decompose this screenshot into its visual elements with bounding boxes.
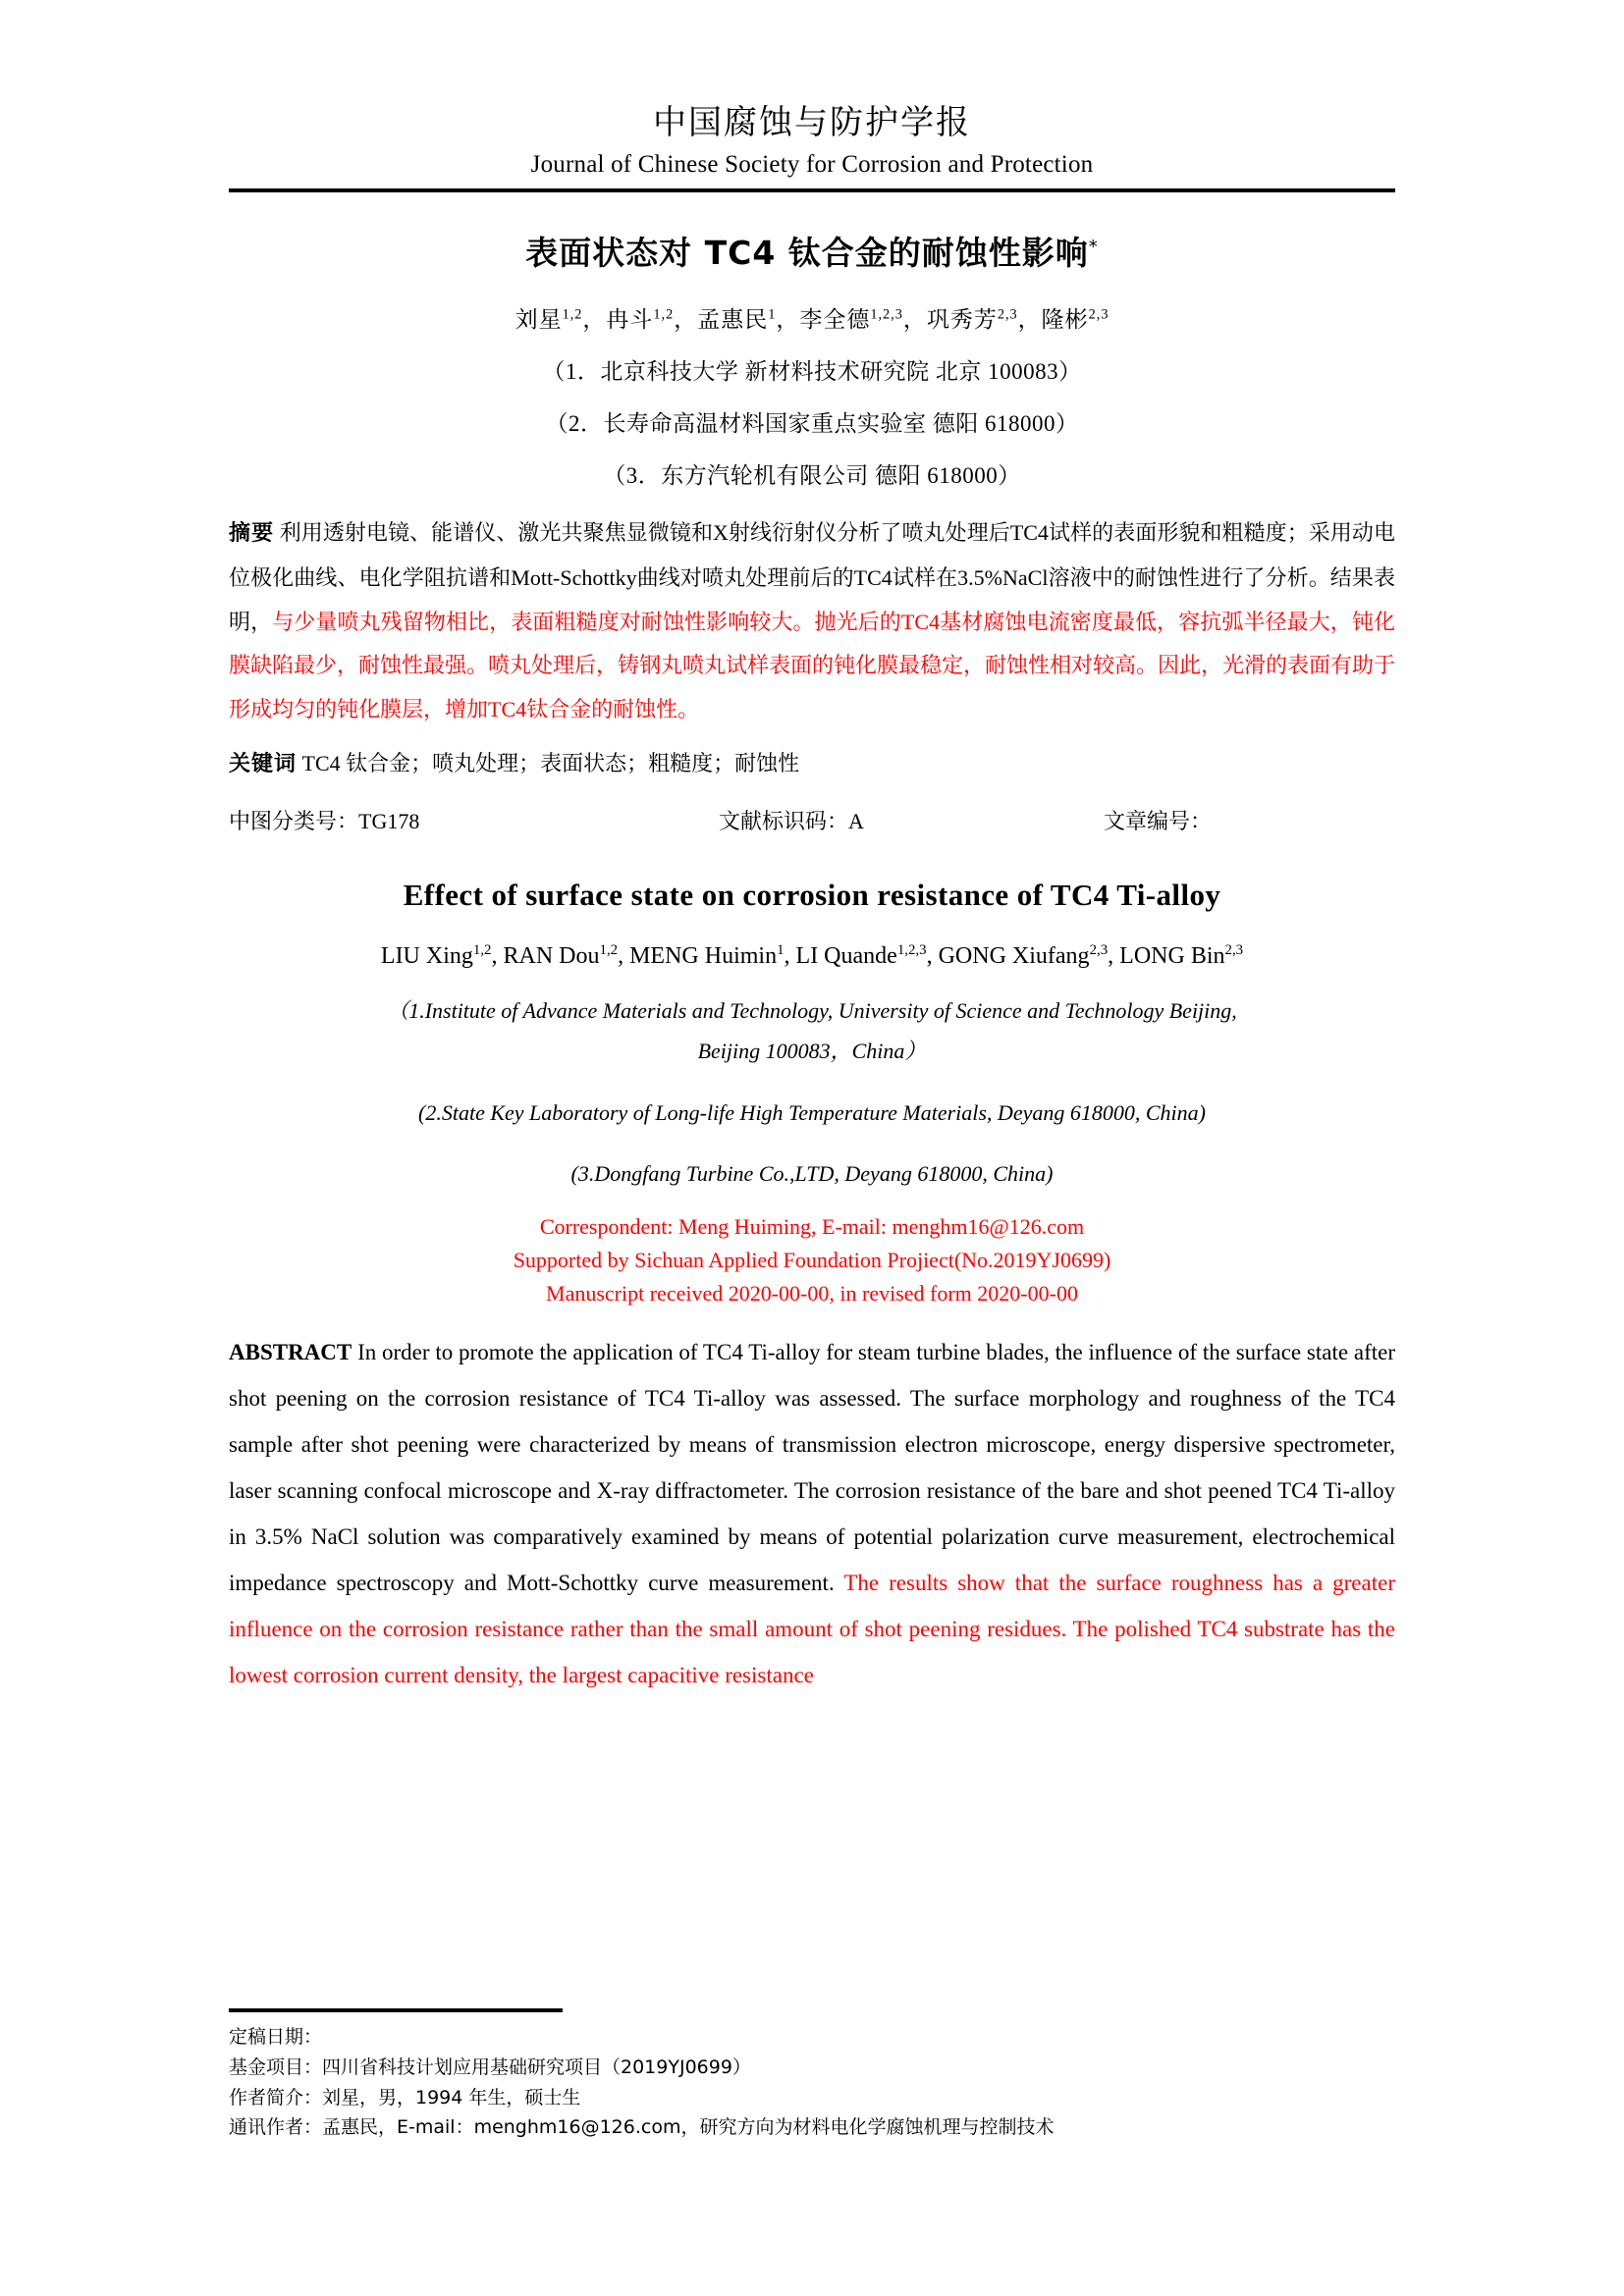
affiliation-english-1-line-2: Beijing 100083，China） <box>697 1038 927 1063</box>
author-chinese <box>1042 307 1110 332</box>
author-affiliation-marker: 2,3 <box>997 306 1018 323</box>
clc-number: 中图分类号：TG178 <box>229 808 420 833</box>
article-title-english: Effect of surface state on corrosion resistance of TC4 Ti-alloy <box>403 878 1221 913</box>
author-chinese <box>515 307 583 332</box>
author-name: 孟惠民 <box>697 307 769 333</box>
article-number: 文章编号： <box>1103 808 1212 833</box>
footnote-list <box>229 2022 1395 2143</box>
author-name: GONG Xiufang <box>938 943 1090 970</box>
author-affiliation-marker: 1,2,3 <box>896 942 927 959</box>
article-title-chinese <box>229 228 1395 274</box>
correspondence-block <box>229 1210 1395 1310</box>
author-name: LI Quande <box>795 943 897 970</box>
article-title-chinese-text: 表面状态对 TC4 钛合金的耐蚀性影响 <box>525 234 1089 273</box>
author-english <box>1119 943 1243 969</box>
document-code: 文献标识码：A <box>718 808 864 833</box>
abstract-english-body: In order to promote the application of TC4 Ti-alloy for steam turbine blades, the influence of the surface state after shot peening on the corrosion resistance of TC4 Ti-alloy was assessed. The surface morphology and roughness of the TC4 sample after shot peening were characterized by means of transmission electron microscope, energy dispersive spectrometer, laser scanning confocal microscope and X-ray diffractometer. The corrosion resistance of the bare and shot peened TC4 Ti-alloy in 3.5% NaCl solution was comparatively examined by means of potential polarization curve measurement, electrochemical impedance spectroscopy and Mott-Schottky curve measurement. <box>229 1340 1395 1595</box>
correspondent-line: Correspondent: Meng Huiming, E-mail: menghm16@126.com <box>539 1213 1085 1239</box>
affiliation-english-1 <box>229 991 1395 1071</box>
footnote-corresponding-author: 通讯作者：孟惠民，E-mail：menghm16@126.com，研究方向为材料电化学腐蚀机理与控制技术 <box>229 2116 1055 2139</box>
author-english <box>796 943 927 969</box>
journal-masthead <box>229 0 1395 181</box>
author-affiliation-marker: 1 <box>777 942 785 959</box>
affiliation-english-2: (2.State Key Laboratory of Long-life High Temperature Materials, Deyang 618000, China) <box>418 1099 1206 1125</box>
author-english <box>503 943 618 969</box>
classification-row <box>229 802 1395 841</box>
abstract-english <box>229 1330 1395 1698</box>
author-chinese <box>606 307 674 332</box>
footnote-funding: 基金项目：四川省科技计划应用基础研究项目（2019YJ0699） <box>229 2056 751 2078</box>
manuscript-dates-line: Manuscript received 2020-00-00, in revised form 2020-00-00 <box>546 1281 1078 1307</box>
author-affiliation-marker: 1,2 <box>562 306 583 323</box>
author-name: LONG Bin <box>1119 943 1225 970</box>
abstract-chinese <box>229 511 1395 731</box>
author-list-english: LIU Xing$^{1,2}$, RAN Dou$^{1,2}$, MENG Huimin$^1$, LI Quande$^{1,2,3}$, GONG Xiufang$^{2,3}$, LONG Bin$^{2,3}$ <box>380 942 1244 970</box>
keywords-chinese <box>229 742 1395 786</box>
title-footnote-marker: * <box>1088 237 1099 258</box>
author-name: MENG Huimin <box>629 943 778 970</box>
author-name: RAN Dou <box>503 943 600 970</box>
footnote-divider <box>229 2008 563 2012</box>
affiliation-chinese-1: （1．北京科技大学 新材料技术研究院 北京 100083） <box>542 359 1082 385</box>
abstract-chinese-body: 利用透射电镜、能谱仪、激光共聚焦显微镜和X射线衍射仪分析了喷丸处理后TC4试样的表面形貌和粗糙度；采用动电位极化曲线、电化学阻抗谱和Mott-Schottky曲线对喷丸处理前后的TC4试样在3.5%NaCl溶液中的耐蚀性进行了分析。结果表明， <box>229 520 1395 634</box>
author-english <box>381 943 492 969</box>
author-chinese <box>697 307 776 332</box>
author-list-chinese: 刘星$^{1,2}$，冉斗$^{1,2}$，孟惠民$^1$，李全德$^{1,2,3}$，巩秀芳$^{2,3}$，隆彬$^{2,3}$ <box>514 306 1110 333</box>
affiliation-chinese-3: （3．东方汽轮机有限公司 德阳 618000） <box>603 463 1021 489</box>
author-affiliation-marker: 2,3 <box>1089 942 1109 959</box>
author-affiliation-marker: 2,3 <box>1224 942 1244 959</box>
author-english <box>939 943 1109 969</box>
footnote-area <box>229 2008 1395 2143</box>
footnote-final-date: 定稿日期： <box>229 2026 323 2048</box>
author-name: 隆彬 <box>1041 307 1089 333</box>
author-english <box>629 943 784 969</box>
journal-title-chinese: 中国腐蚀与防护学报 <box>653 103 971 142</box>
affiliation-english-3: (3.Dongfang Turbine Co.,LTD, Deyang 618000, China) <box>570 1161 1054 1187</box>
affiliation-english-1-line-1: （1.Institute of Advance Materials and Technology, University of Science and Technology Beijing, <box>387 998 1237 1024</box>
journal-title-english: Journal of Chinese Society for Corrosion and Protection <box>530 150 1094 178</box>
keywords-chinese-label: 关键词 <box>229 751 298 776</box>
author-name: 巩秀芳 <box>926 307 998 333</box>
author-chinese <box>927 307 1018 332</box>
abstract-chinese-highlight: 与少量喷丸残留物相比，表面粗糙度对耐蚀性影响较大。抛光后的TC4基材腐蚀电流密度最低，容抗弧半径最大，钝化膜缺陷最少，耐蚀性最强。喷丸处理后，铸钢丸喷丸试样表面的钝化膜最稳定，耐蚀性相对较高。因此，光滑的表面有助于形成均匀的钝化膜层，增加TC4钛合金的耐蚀性。 <box>229 609 1396 721</box>
author-affiliation-marker: 1,2 <box>653 306 675 323</box>
author-name: 李全德 <box>799 307 871 333</box>
page-content-column <box>229 0 1395 1698</box>
author-name: LIU Xing <box>380 943 473 970</box>
abstract-english-label: ABSTRACT <box>229 1340 352 1365</box>
masthead-divider <box>229 188 1395 192</box>
author-name: 冉斗 <box>606 307 654 333</box>
abstract-english-highlight: The results show that the surface roughness has a greater influence on the corrosion resistance rather than the small amount of shot peening residues. The polished TC4 substrate has the lowest corrosion current density, the largest capacitive resistance <box>229 1570 1395 1687</box>
author-affiliation-marker: 1 <box>768 306 777 323</box>
author-name: 刘星 <box>514 307 563 333</box>
author-affiliation-marker: 2,3 <box>1088 306 1110 323</box>
funding-line: Supported by Sichuan Applied Foundation Projiect(No.2019YJ0699) <box>513 1247 1111 1272</box>
author-affiliation-marker: 1,2,3 <box>870 306 903 323</box>
author-chinese <box>799 307 903 332</box>
affiliation-chinese-2: （2．长寿命高温材料国家重点实验室 德阳 618000） <box>545 411 1079 437</box>
abstract-chinese-label: 摘要 <box>229 521 275 547</box>
author-affiliation-marker: 1,2 <box>599 942 619 959</box>
footnote-author-bio: 作者简介：刘星，男，1994 年生，硕士生 <box>229 2086 581 2109</box>
keywords-chinese-value: TC4 钛合金；喷丸处理；表面状态；粗糙度；耐蚀性 <box>297 750 800 775</box>
author-affiliation-marker: 1,2 <box>472 942 492 959</box>
